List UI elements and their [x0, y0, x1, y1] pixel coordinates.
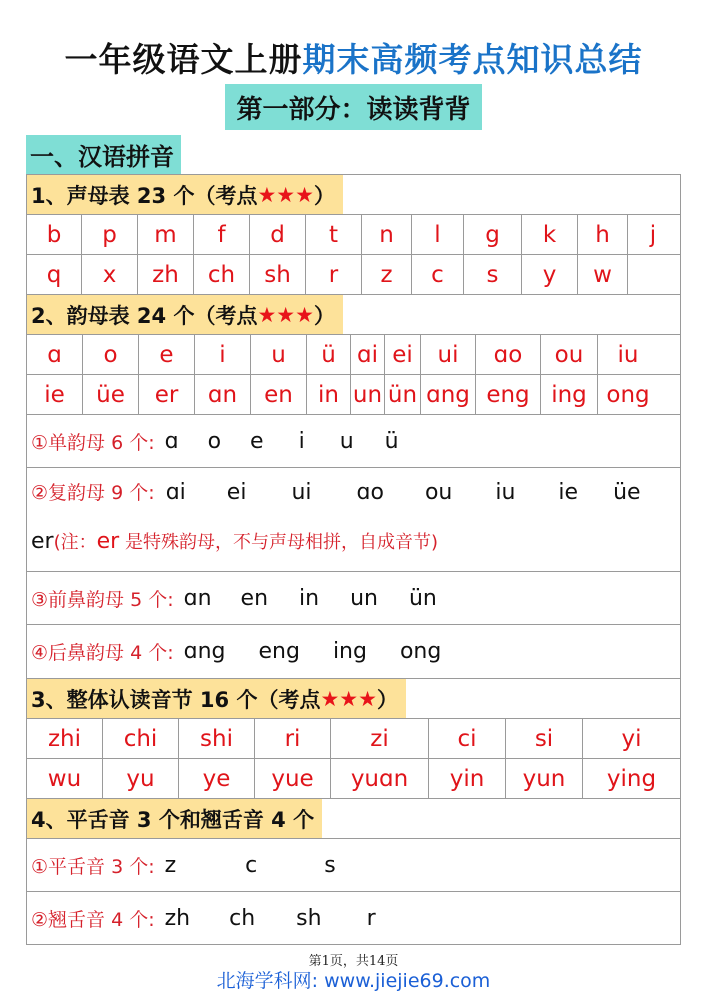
pinyin-cell: yuɑn: [330, 759, 428, 798]
yunmu-row-2: [27, 374, 680, 414]
pinyin-item: e: [250, 428, 264, 454]
fu-yunmu-list: [164, 480, 641, 505]
pinyin-item: ou: [424, 480, 453, 505]
star-rating: ★★★: [257, 182, 314, 207]
pinyin-cell: eng: [475, 375, 540, 414]
pinyin-cell: ei: [384, 335, 420, 374]
pinyin-cell: in: [306, 375, 350, 414]
pinyin-item: c: [245, 852, 258, 878]
zhengti-row-2: [27, 758, 680, 798]
pinyin-cell: o: [82, 335, 138, 374]
pinyin-item: r: [366, 905, 376, 931]
pinyin-cell: z: [361, 255, 411, 294]
fu-yunmu-line2: [31, 528, 438, 554]
pinyin-cell: un: [350, 375, 384, 414]
pinyin-cell: si: [505, 719, 582, 758]
pinyin-item: ei: [226, 480, 247, 505]
yunmu-row-1: [27, 334, 680, 374]
pinyin-cell: yi: [582, 719, 680, 758]
heading-close: ）: [376, 687, 398, 712]
pingqiao-heading: 4、平舌音 3 个和翘舌音 4 个: [27, 799, 322, 838]
pinyin-item: ɑng: [183, 639, 226, 664]
pinyin-cell: d: [249, 215, 305, 254]
pinyin-cell: [627, 255, 678, 294]
star-rating: ★★★: [257, 302, 314, 327]
zhengti-row-1: [27, 718, 680, 758]
pinyin-cell: üe: [82, 375, 138, 414]
note-er: er: [96, 529, 120, 554]
pinyin-item: i: [298, 428, 305, 454]
yunmu-heading-row: [27, 294, 680, 334]
pinyin-cell: k: [521, 215, 577, 254]
pinyin-item: o: [207, 428, 222, 454]
pinyin-cell: yin: [428, 759, 505, 798]
pinyin-cell: ing: [540, 375, 597, 414]
pinyin-cell: j: [627, 215, 678, 254]
qian-bi-yunmu-row: [27, 571, 680, 624]
pinyin-cell: g: [463, 215, 521, 254]
pinyin-cell: h: [577, 215, 627, 254]
er-note: [53, 529, 438, 554]
pinyin-cell: ü: [306, 335, 350, 374]
pinyin-cell: ɑo: [475, 335, 540, 374]
pinyin-cell: ong: [597, 375, 658, 414]
pinyin-cell: e: [138, 335, 194, 374]
pinyin-item: ui: [291, 480, 312, 505]
pinyin-cell: ye: [178, 759, 254, 798]
pinyin-cell: f: [193, 215, 249, 254]
pinyin-cell: q: [46, 261, 62, 288]
qian-bi-yunmu-list: [178, 586, 437, 611]
zhengti-heading-text: 3、整体认读音节 16 个（考点: [31, 687, 321, 712]
pinyin-item: ü: [384, 428, 399, 454]
pinyin-cell: ɑng: [420, 375, 475, 414]
pinyin-cell: ci: [428, 719, 505, 758]
pinyin-cell: r: [305, 255, 361, 294]
pinyin-cell: ch: [193, 255, 249, 294]
fu-yunmu-label: ②复韵母 9 个:: [31, 482, 155, 504]
pinyin-item: ɑo: [356, 480, 384, 505]
hou-bi-yunmu-label: ④后鼻韵母 4 个:: [31, 642, 174, 664]
shengmu-row-1: [27, 214, 680, 254]
dan-yunmu-list: [159, 429, 399, 454]
pinyin-item: u: [339, 428, 354, 454]
ping-she-row: [27, 838, 680, 891]
pinyin-cell: b: [46, 221, 62, 248]
pinyin-item: en: [240, 585, 269, 611]
note-open: (注：: [53, 532, 97, 553]
ping-she-list: [159, 853, 336, 878]
zhengti-heading: [27, 679, 406, 718]
pinyin-cell: s: [463, 255, 521, 294]
pinyin-table: [26, 174, 681, 945]
pinyin-item: ün: [408, 585, 437, 611]
pinyin-item: ɑi: [165, 480, 186, 505]
shengmu-heading: [27, 175, 343, 214]
pinyin-item: eng: [258, 639, 300, 664]
pinyin-item: z: [164, 852, 177, 878]
document-title: [0, 34, 707, 81]
page-number: 第1页，共14页: [308, 954, 399, 969]
pinyin-cell: wu: [47, 765, 82, 792]
shengmu-heading-row: [27, 174, 680, 214]
pinyin-cell: ün: [384, 375, 420, 414]
pinyin-cell: yue: [254, 759, 330, 798]
pinyin-item: un: [350, 585, 378, 611]
pinyin-cell: iu: [597, 335, 658, 374]
pinyin-cell: zh: [137, 255, 193, 294]
pinyin-cell: ri: [254, 719, 330, 758]
ping-she-label: ①平舌音 3 个:: [31, 855, 155, 878]
pinyin-cell: yun: [505, 759, 582, 798]
star-rating: ★★★: [320, 686, 377, 711]
hou-bi-yunmu-row: [27, 624, 680, 678]
pinyin-cell: t: [305, 215, 361, 254]
pinyin-item: sh: [296, 905, 322, 931]
pinyin-cell: p: [81, 215, 137, 254]
pinyin-item: üe: [613, 480, 641, 505]
pinyin-cell: ui: [420, 335, 475, 374]
pinyin-item: ch: [229, 905, 256, 931]
pinyin-cell: sh: [249, 255, 305, 294]
shengmu-row-2: [27, 254, 680, 294]
pinyin-cell: ou: [540, 335, 597, 374]
title-part1: 一年级语文上册: [64, 40, 303, 79]
pinyin-item: ɑn: [183, 585, 212, 611]
pinyin-cell: ɑn: [194, 375, 250, 414]
pinyin-item: ɑ: [164, 428, 179, 454]
qiao-she-label: ②翘舌音 4 个:: [31, 908, 155, 931]
dan-yunmu-label: ①单韵母 6 个:: [31, 431, 155, 454]
pinyin-item: s: [324, 852, 336, 878]
pinyin-cell: shi: [178, 719, 254, 758]
pinyin-cell: w: [577, 255, 627, 294]
heading-close: ）: [313, 303, 335, 328]
shengmu-heading-text: 1、声母表 23 个（考点: [31, 183, 258, 208]
title-part2: 期末高频考点知识总结: [302, 40, 643, 79]
pinyin-cell: m: [137, 215, 193, 254]
pinyin-cell: i: [194, 335, 250, 374]
dan-yunmu-row: [27, 414, 680, 467]
pinyin-item: ie: [558, 480, 579, 505]
zhengti-heading-row: [27, 678, 680, 718]
pinyin-cell: ɑ: [47, 341, 62, 368]
pinyin-cell: ie: [44, 381, 65, 408]
qian-bi-yunmu-label: ③前鼻韵母 5 个:: [31, 588, 174, 611]
pinyin-item: in: [299, 585, 320, 611]
qiao-she-list: [159, 906, 376, 931]
pinyin-cell: x: [81, 255, 137, 294]
pinyin-item: zh: [164, 905, 191, 931]
pinyin-item: ing: [332, 639, 367, 664]
pinyin-item: ong: [399, 639, 442, 664]
pinyin-cell: l: [411, 215, 463, 254]
pinyin-cell: yu: [102, 759, 178, 798]
note-text: 是特殊韵母，不与声母相拼，自成音节): [119, 532, 438, 553]
pinyin-cell: y: [521, 255, 577, 294]
heading-close: ）: [313, 183, 335, 208]
hou-bi-yunmu-list: [178, 639, 442, 664]
pinyin-cell: ɑi: [350, 335, 384, 374]
pinyin-cell: ying: [582, 759, 680, 798]
qiao-she-row: [27, 891, 680, 944]
yunmu-heading-text: 2、韵母表 24 个（考点: [31, 303, 258, 328]
pinyin-cell: er: [138, 375, 194, 414]
part-heading: 第一部分：读读背背: [225, 84, 482, 130]
pinyin-cell: n: [361, 215, 411, 254]
pinyin-cell: en: [250, 375, 306, 414]
fu-yunmu-row: [27, 467, 680, 571]
pingqiao-heading-row: [27, 798, 680, 838]
pinyin-cell: u: [250, 335, 306, 374]
pinyin-cell: zhi: [47, 725, 82, 752]
pinyin-cell: c: [411, 255, 463, 294]
pinyin-item: iu: [495, 480, 516, 505]
section-heading-pinyin: 一、汉语拼音: [26, 135, 181, 174]
pinyin-cell: zi: [330, 719, 428, 758]
pinyin-cell: chi: [102, 719, 178, 758]
footer-site-link[interactable]: 北海学科网: www.jiejie69.com: [216, 970, 491, 992]
fu-yunmu-line1: [31, 478, 641, 505]
yunmu-heading: [27, 295, 343, 334]
pinyin-item: er: [31, 529, 54, 554]
